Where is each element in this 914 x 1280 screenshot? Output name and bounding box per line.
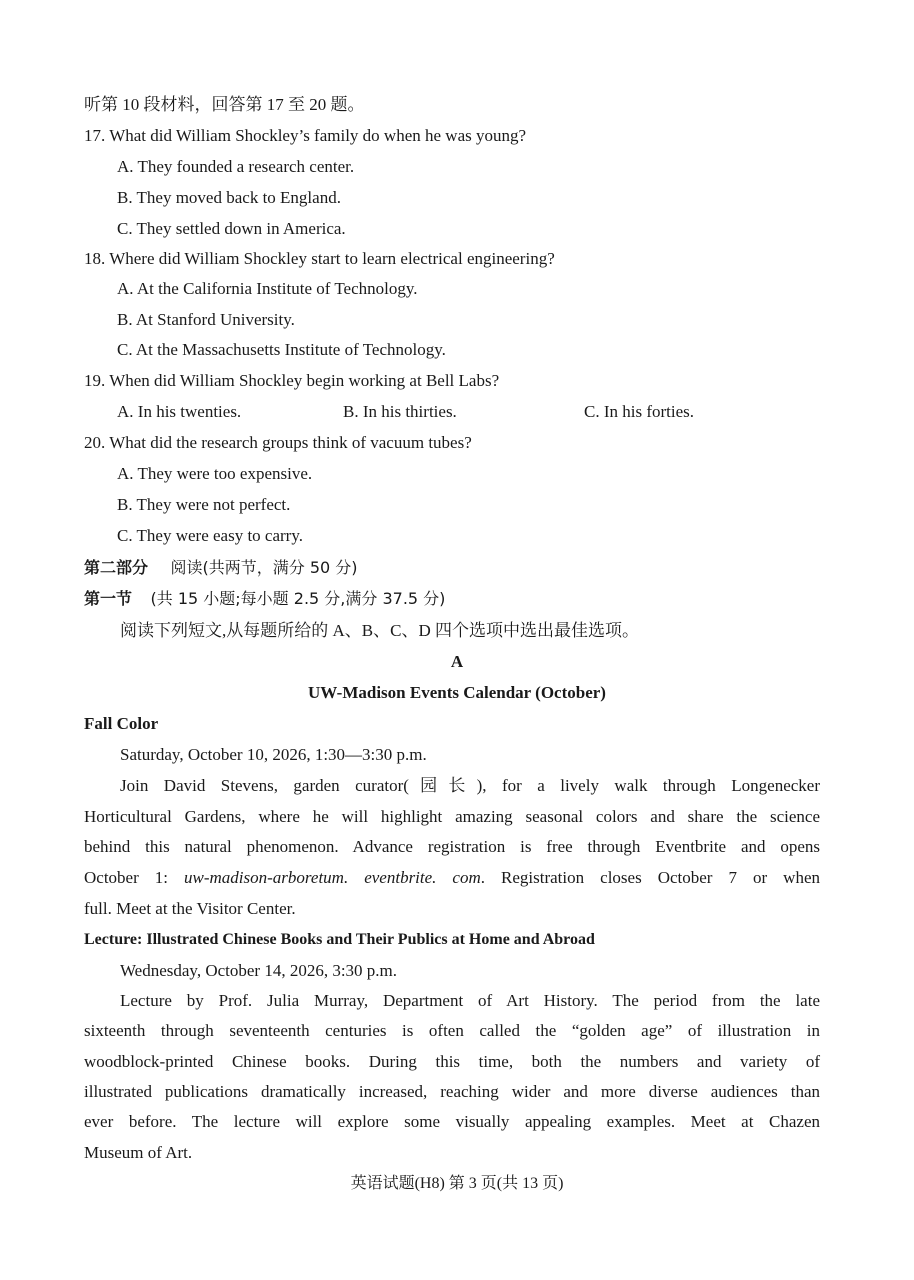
event1-line: behind this natural phenomenon. Advance registration is free through Eventbrite and opens [84, 837, 820, 856]
event2-line: woodblock-printed Chinese books. During this time, both the numbers and variety of [84, 1052, 820, 1071]
question-19: 19. When did William Shockley begin working at Bell Labs? [84, 371, 500, 390]
part2-subtitle: 阅读(共两节，满分 50 分) [170, 558, 358, 577]
option-17c: C. They settled down in America. [117, 219, 346, 238]
event2-line: Lecture by Prof. Julia Murray, Department of Art History. The period from the late [120, 991, 820, 1010]
option-17a: A. They founded a research center. [117, 157, 355, 176]
event1-last-line: full. Meet at the Visitor Center. [84, 899, 296, 918]
listening-intro: 听第 10 段材料，回答第 17 至 20 题。 [84, 95, 365, 114]
event1-url: uw-madison-arboretum. eventbrite. com [184, 868, 481, 887]
option-19b: B. In his thirties. [343, 402, 457, 421]
section1-info: (共 15 小题;每小题 2.5 分,满分 37.5 分) [150, 589, 446, 608]
event2-date: Wednesday, October 14, 2026, 3:30 p.m. [120, 961, 398, 980]
option-19c: C. In his forties. [584, 402, 695, 421]
option-17b: B. They moved back to England. [117, 188, 341, 207]
event1-date: Saturday, October 10, 2026, 1:30—3:30 p.m. [120, 745, 427, 764]
event2-line: ever before. The lecture will explore some visually appealing examples. Meet at Chazen [84, 1112, 820, 1131]
event1-line-url [84, 867, 820, 889]
part2-header [84, 557, 358, 579]
option-19a: A. In his twenties. [117, 402, 242, 421]
event1-heading: Fall Color [84, 714, 159, 733]
option-20a: A. They were too expensive. [117, 464, 313, 483]
event2-line: sixteenth through seventeenth centuries is often called the “golden age” of illustration in [84, 1021, 820, 1040]
option-18b: B. At Stanford University. [117, 310, 295, 329]
event1-line: Horticultural Gardens, where he will highlight amazing seasonal colors and share the science [84, 807, 820, 826]
question-18: 18. Where did William Shockley start to learn electrical engineering? [84, 249, 555, 268]
event1-line: Join David Stevens, garden curator(园长), for a lively walk through Longenecker [120, 776, 820, 795]
event2-heading: Lecture: Illustrated Chinese Books and Their Publics at Home and Abroad [84, 931, 595, 948]
option-20c: C. They were easy to carry. [117, 526, 303, 545]
passage-title: UW-Madison Events Calendar (October) [308, 683, 606, 702]
option-18c: C. At the Massachusetts Institute of Technology. [117, 340, 446, 359]
reading-instruction: 阅读下列短文,从每题所给的 A、B、C、D 四个选项中选出最佳选项。 [120, 621, 639, 640]
passage-label: A [450, 652, 464, 671]
question-17: 17. What did William Shockley’s family do when he was young? [84, 126, 527, 145]
section1-header [84, 588, 445, 610]
event1-line4-pre: October 1: [84, 868, 168, 887]
option-20b: B. They were not perfect. [117, 495, 291, 514]
option-18a: A. At the California Institute of Technology. [117, 279, 418, 298]
event2-last-line: Museum of Art. [84, 1143, 193, 1162]
part2-title: 第二部分 [84, 558, 149, 577]
section1-title: 第一节 [84, 589, 133, 608]
question-20: 20. What did the research groups think of vacuum tubes? [84, 433, 472, 452]
event1-line4-post: . Registration closes October 7 or when [480, 868, 820, 887]
event2-line: illustrated publications dramatically increased, reaching wider and more diverse audiences than [84, 1082, 820, 1101]
page-footer: 英语试题(H8) 第 3 页(共 13 页) [350, 1175, 564, 1192]
